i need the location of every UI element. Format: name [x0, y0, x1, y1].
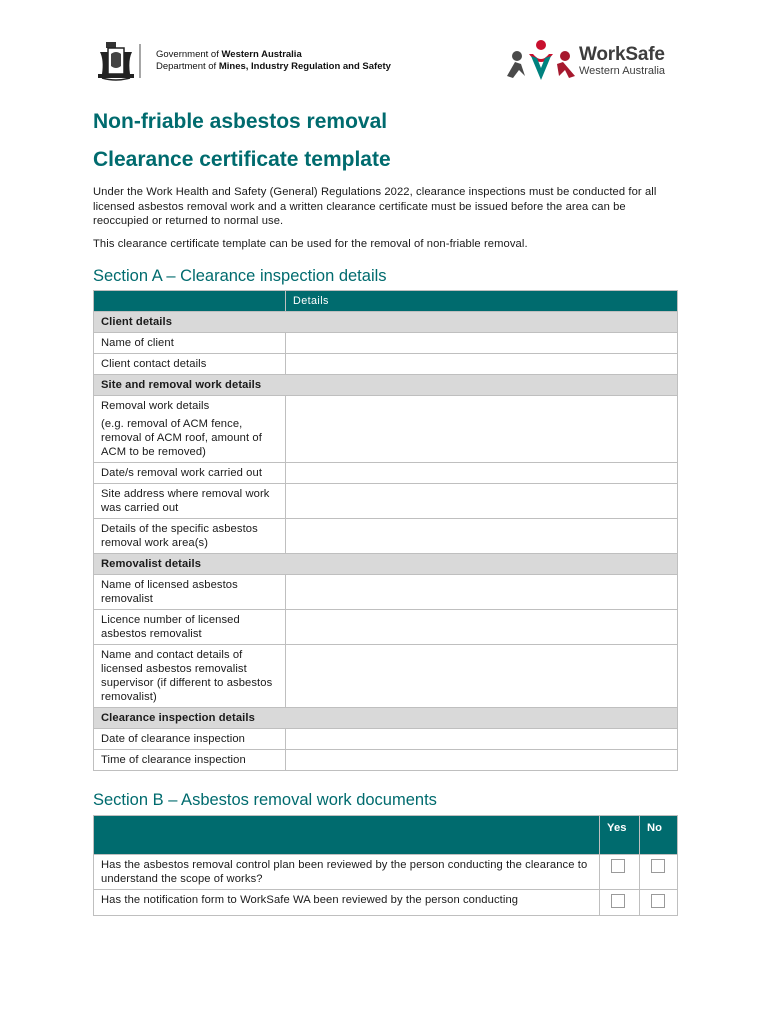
field-row — [94, 354, 678, 375]
field-label-cell — [94, 519, 286, 554]
checklist-row — [94, 855, 678, 890]
section-row — [94, 312, 678, 333]
field-label: Client contact details — [101, 358, 207, 370]
page-header — [0, 0, 770, 100]
field-label-cell — [94, 729, 286, 750]
field-label-cell — [94, 610, 286, 645]
field-value-input[interactable] — [286, 750, 678, 771]
section-a-header-blank — [94, 291, 286, 312]
intro-paragraph: Under the Work Health and Safety (General) Regulations 2022, clearance inspections must be conducted for all licensed asbestos removal work and a written clearance certificate must be issued before the area can be reoccupied or returned to normal use. — [93, 186, 657, 227]
section-row-label: Client details — [94, 312, 678, 333]
section-b-header-blank — [94, 816, 600, 855]
field-value-input[interactable] — [286, 575, 678, 610]
field-label-cell — [94, 396, 286, 463]
section-row — [94, 375, 678, 396]
worksafe-name: WorkSafe — [579, 43, 665, 65]
document-title: Non-friable asbestos removal — [93, 110, 388, 133]
field-value-input[interactable] — [286, 463, 678, 484]
field-row — [94, 396, 678, 463]
field-value-input[interactable] — [286, 354, 678, 375]
field-row — [94, 610, 678, 645]
no-checkbox[interactable] — [651, 859, 665, 873]
field-label: Date/s removal work carried out — [101, 467, 263, 479]
field-value-input[interactable] — [286, 333, 678, 354]
field-label: Name and contact details of licensed asbestos removalist supervisor (if different to asbestos removalist) — [101, 649, 273, 703]
section-a-header-details: Details — [286, 291, 678, 312]
field-label: Date of clearance inspection — [101, 733, 245, 745]
field-label-cell — [94, 333, 286, 354]
yes-checkbox[interactable] — [611, 859, 625, 873]
field-label: Licence number of licensed asbestos removalist — [101, 614, 240, 640]
document-body — [93, 108, 678, 916]
section-row-label: Clearance inspection details — [94, 708, 678, 729]
government-text — [156, 49, 391, 73]
gov-line1-bold: Western Australia — [221, 49, 302, 60]
field-label: Time of clearance inspection — [101, 754, 246, 766]
field-row — [94, 519, 678, 554]
gov-line2-bold: Mines, Industry Regulation and Safety — [218, 61, 391, 72]
field-row — [94, 750, 678, 771]
field-row — [94, 729, 678, 750]
section-b-header-yes: Yes — [600, 816, 640, 855]
checklist-question: Has the notification form to WorkSafe WA been reviewed by the person conducting — [94, 890, 600, 916]
section-b-header-no: No — [640, 816, 678, 855]
field-row — [94, 333, 678, 354]
field-value-input[interactable] — [286, 729, 678, 750]
section-row — [94, 554, 678, 575]
field-value-input[interactable] — [286, 484, 678, 519]
checkbox-cell-no — [640, 890, 678, 916]
field-label-cell — [94, 645, 286, 708]
section-a-table — [93, 290, 678, 771]
field-label: Details of the specific asbestos removal work area(s) — [101, 523, 258, 549]
field-row — [94, 463, 678, 484]
field-value-input[interactable] — [286, 645, 678, 708]
no-checkbox[interactable] — [651, 894, 665, 908]
field-label: Name of licensed asbestos removalist — [101, 579, 238, 605]
field-label-cell — [94, 463, 286, 484]
section-b-header-row — [94, 816, 678, 855]
field-value-input[interactable] — [286, 610, 678, 645]
worksafe-subtitle: Western Australia — [579, 64, 666, 77]
document-subtitle: Clearance certificate template — [93, 148, 391, 171]
section-a-heading: Section A – Clearance inspection details — [93, 267, 387, 285]
field-label-cell — [94, 750, 286, 771]
checkbox-cell-yes — [600, 855, 640, 890]
section-a-header-row — [94, 291, 678, 312]
gov-line1-prefix: Government of — [156, 49, 222, 60]
checkbox-cell-no — [640, 855, 678, 890]
checklist-row — [94, 890, 678, 916]
section-row-label: Site and removal work details — [94, 375, 678, 396]
section-b-table — [93, 815, 678, 916]
field-label-cell — [94, 484, 286, 519]
gov-line2-prefix: Department of — [156, 61, 219, 72]
field-label: Name of client — [101, 337, 174, 349]
field-value-input[interactable] — [286, 519, 678, 554]
field-value-input[interactable] — [286, 396, 678, 463]
yes-checkbox[interactable] — [611, 894, 625, 908]
checklist-question: Has the asbestos removal control plan been reviewed by the person conducting the clearance to understand the scope of works? — [94, 855, 600, 890]
section-row-label: Removalist details — [94, 554, 678, 575]
field-row — [94, 484, 678, 519]
field-label-cell — [94, 354, 286, 375]
field-row — [94, 575, 678, 610]
field-row — [94, 645, 678, 708]
field-label-hint: (e.g. removal of ACM fence, removal of ACM roof, amount of ACM to be removed) — [101, 418, 262, 458]
government-logo — [98, 40, 391, 82]
field-label: Removal work details — [101, 400, 210, 412]
worksafe-figures-icon — [505, 40, 577, 82]
field-label: Site address where removal work was carried out — [101, 488, 270, 514]
intro-paragraph-2: This clearance certificate template can be used for the removal of non-friable removal. — [93, 237, 528, 250]
section-a-rows — [94, 312, 678, 771]
wa-crest-icon — [98, 40, 150, 82]
section-b-rows — [94, 855, 678, 916]
worksafe-logo — [505, 40, 665, 82]
field-label-cell — [94, 575, 286, 610]
section-b-heading: Section B – Asbestos removal work documents — [93, 791, 437, 809]
section-row — [94, 708, 678, 729]
checkbox-cell-yes — [600, 890, 640, 916]
